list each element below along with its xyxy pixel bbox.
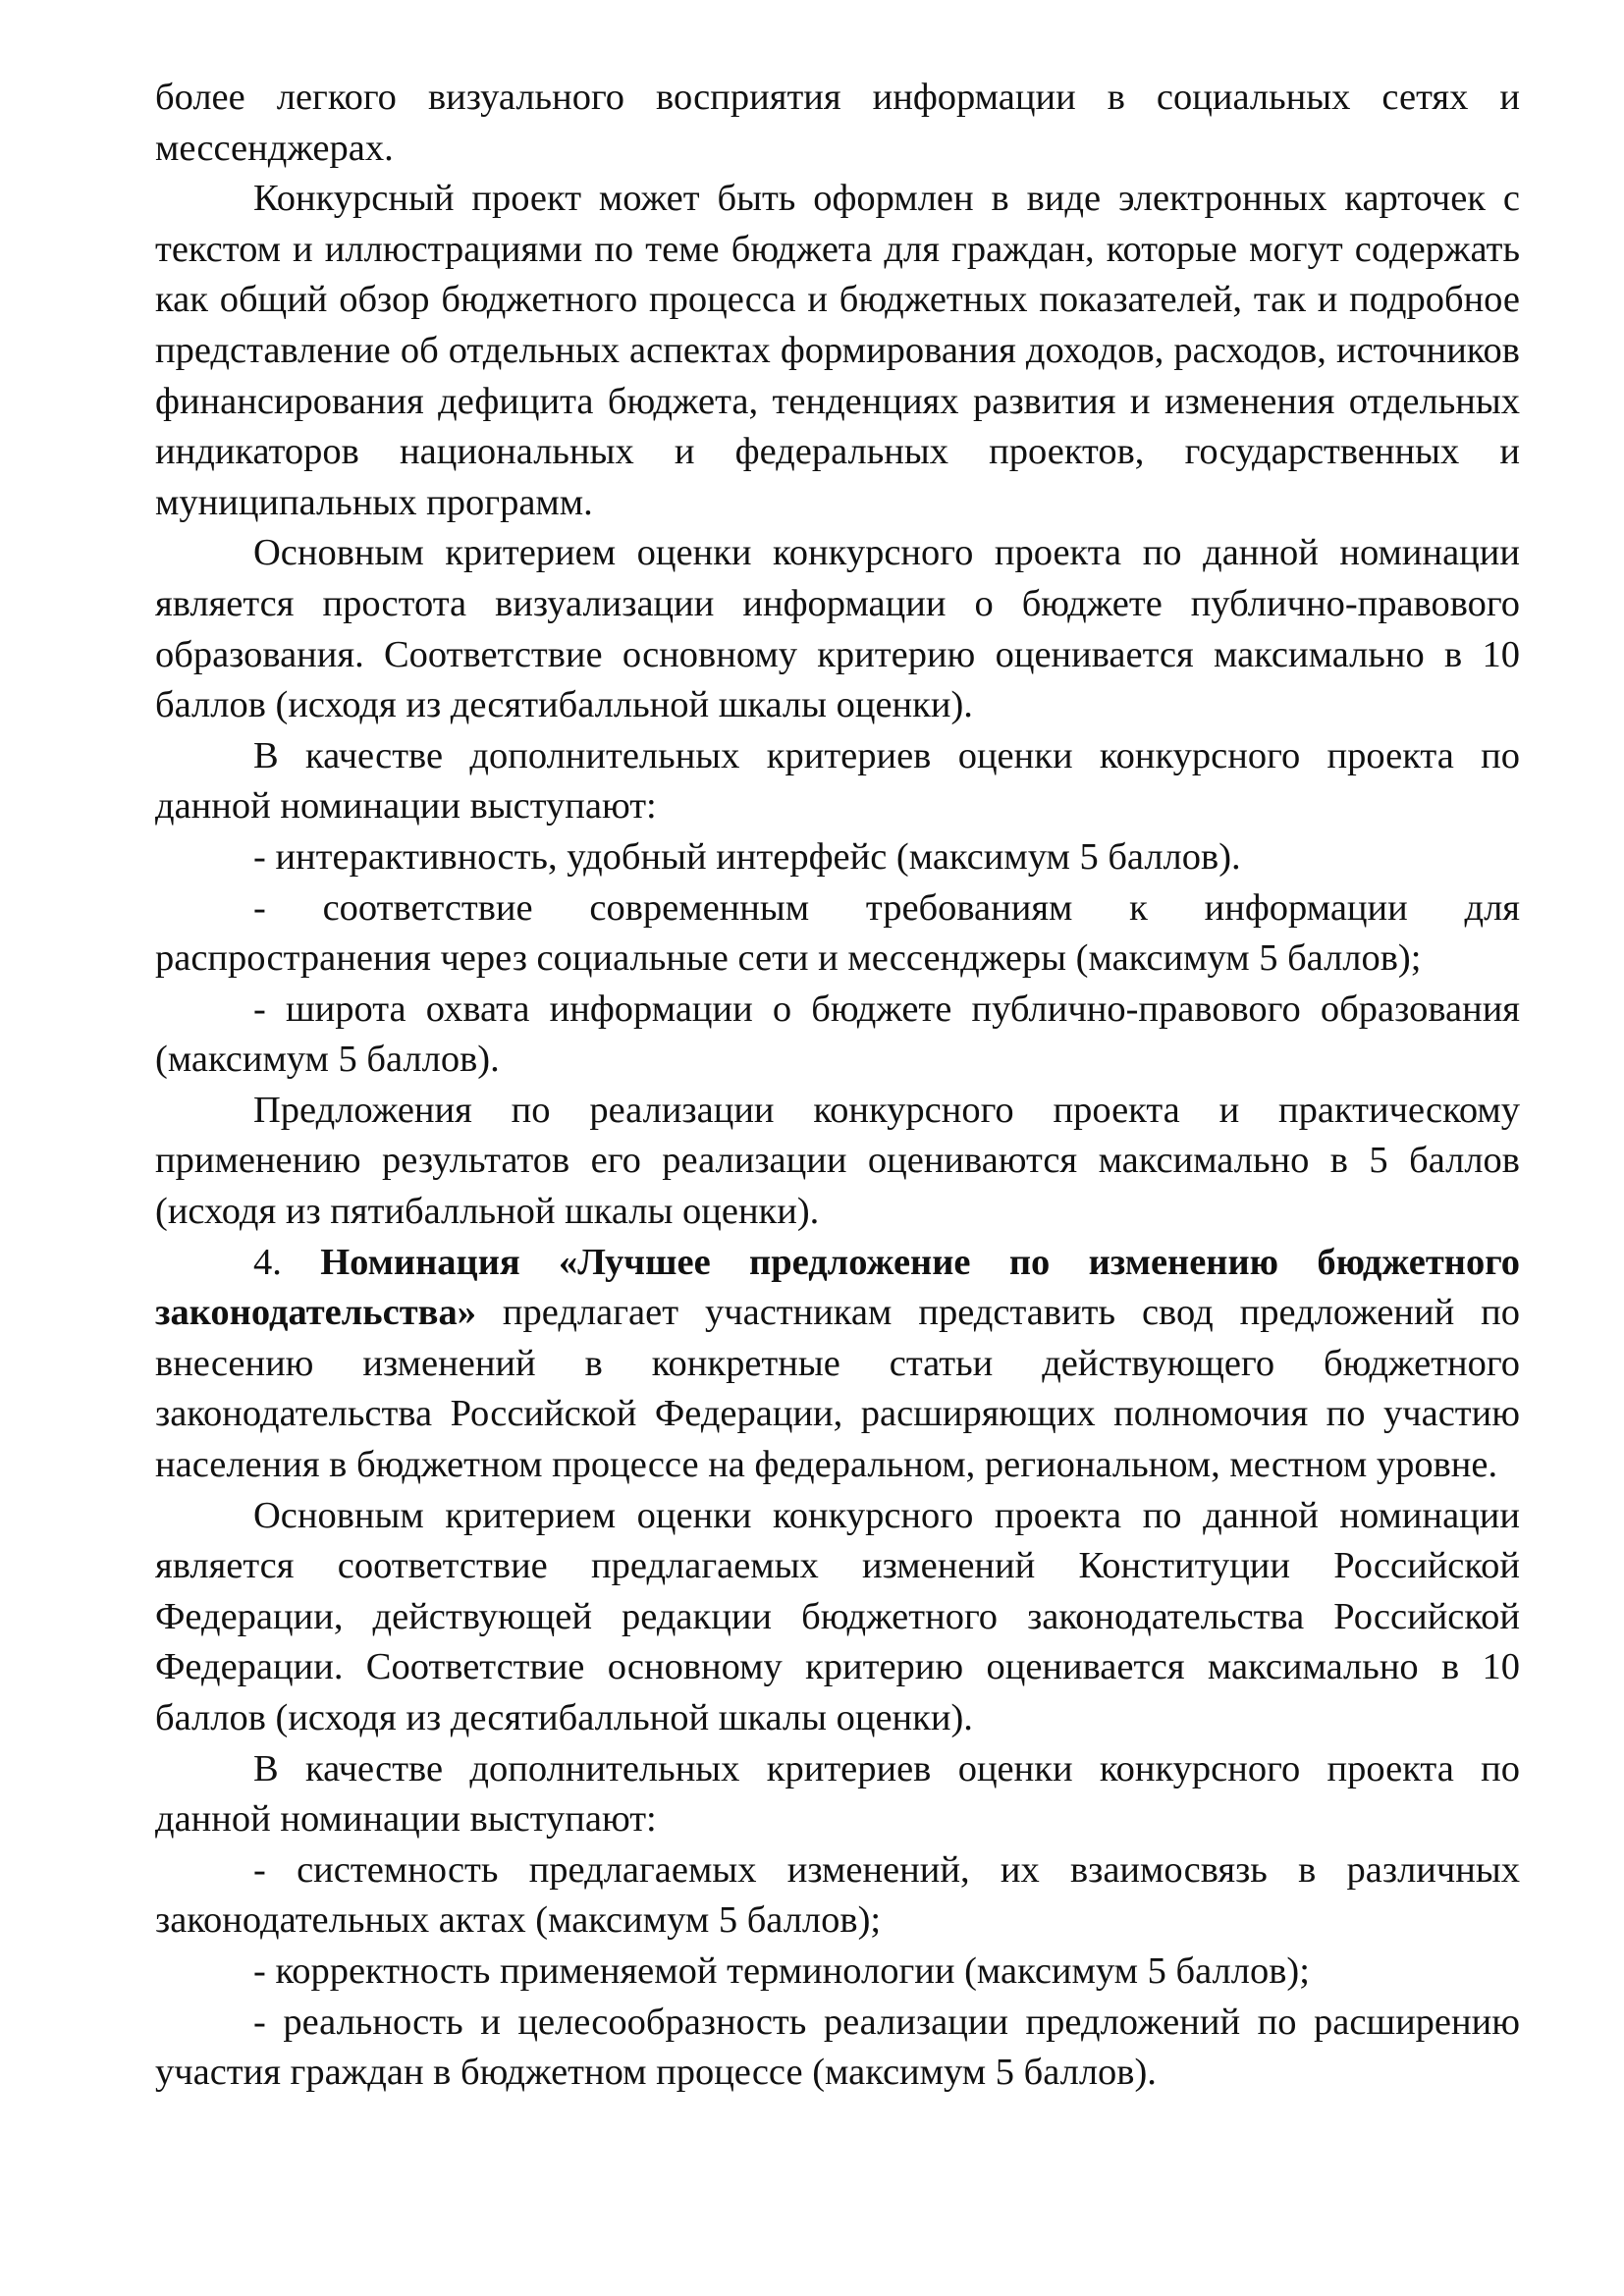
list-item-interactivity: - интерактивность, удобный интерфейс (максимум 5 баллов). xyxy=(253,835,1241,878)
paragraph-main-criterion: Основным критерием оценки конкурсного проекта по данной номинации является простота визуализации информации о бюджете публично-правового образования. Соответствие основному критерию оценивается максимально в 10 баллов (исходя из десятибалльной шкалы оценки). xyxy=(155,532,1520,726)
list-item-coverage: - широта охвата информации о бюджете публично-правового образования (максимум 5 баллов). xyxy=(155,988,1520,1081)
paragraph-nomination-4 xyxy=(155,1238,1520,1491)
paragraph-continuation: более легкого визуального восприятия информации в социальных сетях и мессенджерах. xyxy=(155,77,1520,169)
document-page xyxy=(155,73,1520,2099)
list-item-terminology: - корректность применяемой терминологии (максимум 5 баллов); xyxy=(253,1949,1310,1992)
paragraph-implementation-proposals: Предложения по реализации конкурсного проекта и практическому применению результатов его реализации оцениваются максимально в 5 баллов (исходя из пятибалльной шкалы оценки). xyxy=(155,1089,1520,1233)
list-item-social-requirements: - соответствие современным требованиям к информации для распространения через социальные сети и мессенджеры (максимум 5 баллов); xyxy=(155,886,1520,980)
paragraph-additional-criteria-intro: В качестве дополнительных критериев оценки конкурсного проекта по данной номинации выступают: xyxy=(155,734,1520,828)
list-item-systematic: - системность предлагаемых изменений, их взаимосвязь в различных законодательных актах (максимум 5 баллов); xyxy=(155,1848,1520,1942)
list-item-feasibility: - реальность и целесообразность реализации предложений по расширению участия граждан в бюджетном процессе (максимум 5 баллов). xyxy=(155,2001,1520,2094)
paragraph-main-criterion-2: Основным критерием оценки конкурсного проекта по данной номинации является соответствие предлагаемых изменений Конституции Российской Федерации, действующей редакции бюджетного законодательства Российской Федерации. Соответствие основному критерию оценивается максимально в 10 баллов (исходя из десятибалльной шкалы оценки). xyxy=(155,1494,1520,1738)
nomination-title: Номинация «Лучшее предложение по изменению бюджетного законодательства» xyxy=(155,1241,1520,1334)
paragraph-project-format: Конкурсный проект может быть оформлен в виде электронных карточек с текстом и иллюстрациями по теме бюджета для граждан, которые могут содержать как общий обзор бюджетного процесса и бюджетных показателей, так и подробное представление об отдельных аспектах формирования доходов, расходов, источников финансирования дефицита бюджета, тенденциях развития и изменения отдельных индикаторов национальных и федеральных проектов, государственных и муниципальных программ. xyxy=(155,178,1520,523)
nomination-description: предлагает участникам представить свод предложений по внесению изменений в конкретные статьи действующего бюджетного законодательства Российской Федерации, расширяющих полномочия по участию населения в бюджетном процессе на федеральном, региональном, местном уровне. xyxy=(155,1292,1520,1486)
nomination-number: 4. xyxy=(253,1241,282,1283)
paragraph-additional-criteria-intro-2: В качестве дополнительных критериев оценки конкурсного проекта по данной номинации выступают: xyxy=(155,1747,1520,1841)
